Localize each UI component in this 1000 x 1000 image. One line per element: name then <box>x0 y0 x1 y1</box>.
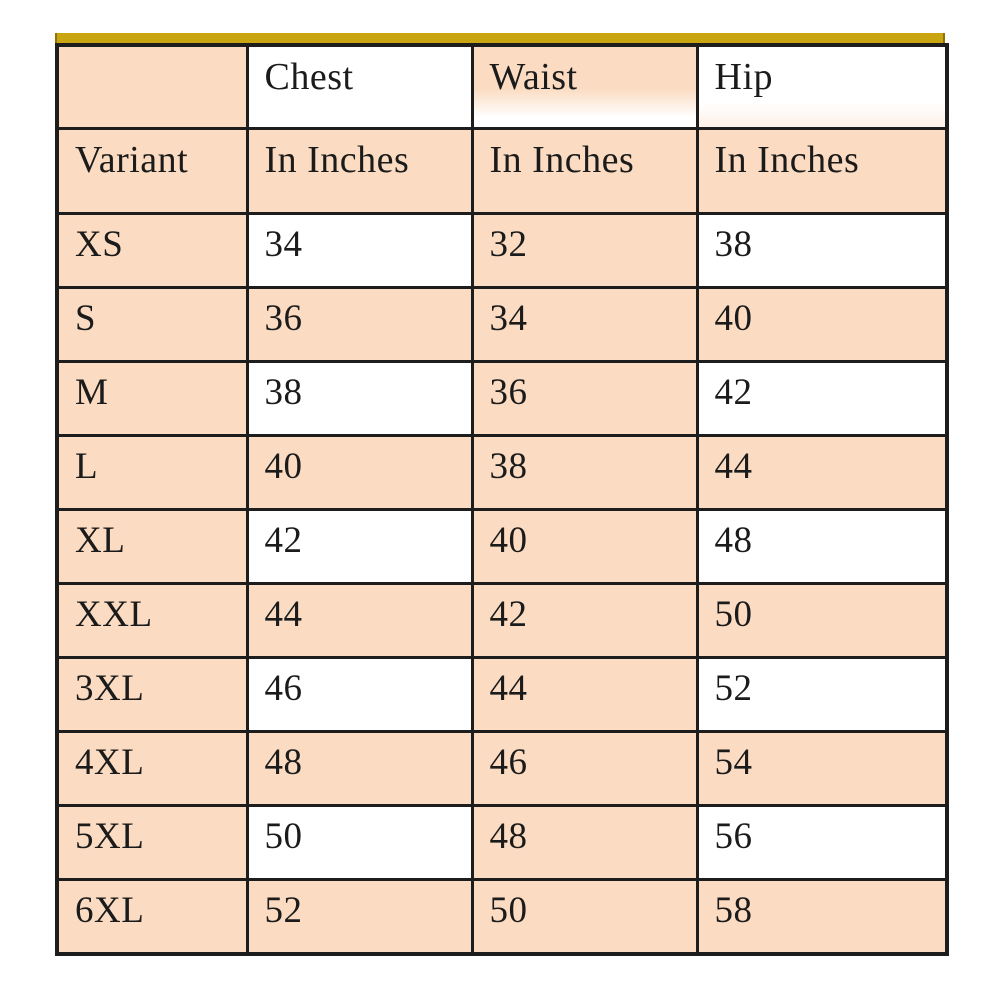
hip-cell: 56 <box>697 806 947 880</box>
subheader-cell-waist-unit: In Inches <box>472 129 697 214</box>
table-row-6xl <box>57 880 947 955</box>
hip-cell: 54 <box>697 732 947 806</box>
hip-cell: 48 <box>697 510 947 584</box>
subheader-cell-variant: Variant <box>57 129 247 214</box>
hip-cell: 42 <box>697 362 947 436</box>
chest-cell: 38 <box>247 362 472 436</box>
variant-cell: 4XL <box>57 732 247 806</box>
table-row-3xl <box>57 658 947 732</box>
subheader-row <box>57 129 947 214</box>
size-chart <box>55 33 945 956</box>
chest-cell: 42 <box>247 510 472 584</box>
table-row-5xl <box>57 806 947 880</box>
hip-cell: 58 <box>697 880 947 955</box>
header-cell-blank <box>57 45 247 129</box>
chest-cell: 40 <box>247 436 472 510</box>
variant-cell: XS <box>57 214 247 288</box>
gold-accent-bar <box>55 33 945 43</box>
variant-cell: 6XL <box>57 880 247 955</box>
header-cell-chest: Chest <box>247 45 472 129</box>
table-row-4xl <box>57 732 947 806</box>
header-row <box>57 45 947 129</box>
table-row-l <box>57 436 947 510</box>
hip-cell: 38 <box>697 214 947 288</box>
header-cell-hip: Hip <box>697 45 947 129</box>
waist-cell: 50 <box>472 880 697 955</box>
hip-cell: 44 <box>697 436 947 510</box>
variant-cell: XL <box>57 510 247 584</box>
hip-cell: 40 <box>697 288 947 362</box>
waist-cell: 44 <box>472 658 697 732</box>
size-chart-table <box>55 43 949 956</box>
waist-cell: 48 <box>472 806 697 880</box>
chest-cell: 52 <box>247 880 472 955</box>
chest-cell: 36 <box>247 288 472 362</box>
waist-cell: 46 <box>472 732 697 806</box>
variant-cell: S <box>57 288 247 362</box>
subheader-cell-chest-unit: In Inches <box>247 129 472 214</box>
chest-cell: 34 <box>247 214 472 288</box>
subheader-cell-hip-unit: In Inches <box>697 129 947 214</box>
variant-cell: M <box>57 362 247 436</box>
waist-cell: 38 <box>472 436 697 510</box>
waist-cell: 40 <box>472 510 697 584</box>
table-row-xl <box>57 510 947 584</box>
variant-cell: XXL <box>57 584 247 658</box>
header-cell-waist: Waist <box>472 45 697 129</box>
table-row-m <box>57 362 947 436</box>
chest-cell: 46 <box>247 658 472 732</box>
hip-cell: 50 <box>697 584 947 658</box>
waist-cell: 34 <box>472 288 697 362</box>
waist-cell: 32 <box>472 214 697 288</box>
chest-cell: 44 <box>247 584 472 658</box>
waist-cell: 36 <box>472 362 697 436</box>
chest-cell: 50 <box>247 806 472 880</box>
variant-cell: L <box>57 436 247 510</box>
table-row-xs <box>57 214 947 288</box>
waist-cell: 42 <box>472 584 697 658</box>
table-row-xxl <box>57 584 947 658</box>
table-row-s <box>57 288 947 362</box>
chest-cell: 48 <box>247 732 472 806</box>
variant-cell: 3XL <box>57 658 247 732</box>
variant-cell: 5XL <box>57 806 247 880</box>
hip-cell: 52 <box>697 658 947 732</box>
